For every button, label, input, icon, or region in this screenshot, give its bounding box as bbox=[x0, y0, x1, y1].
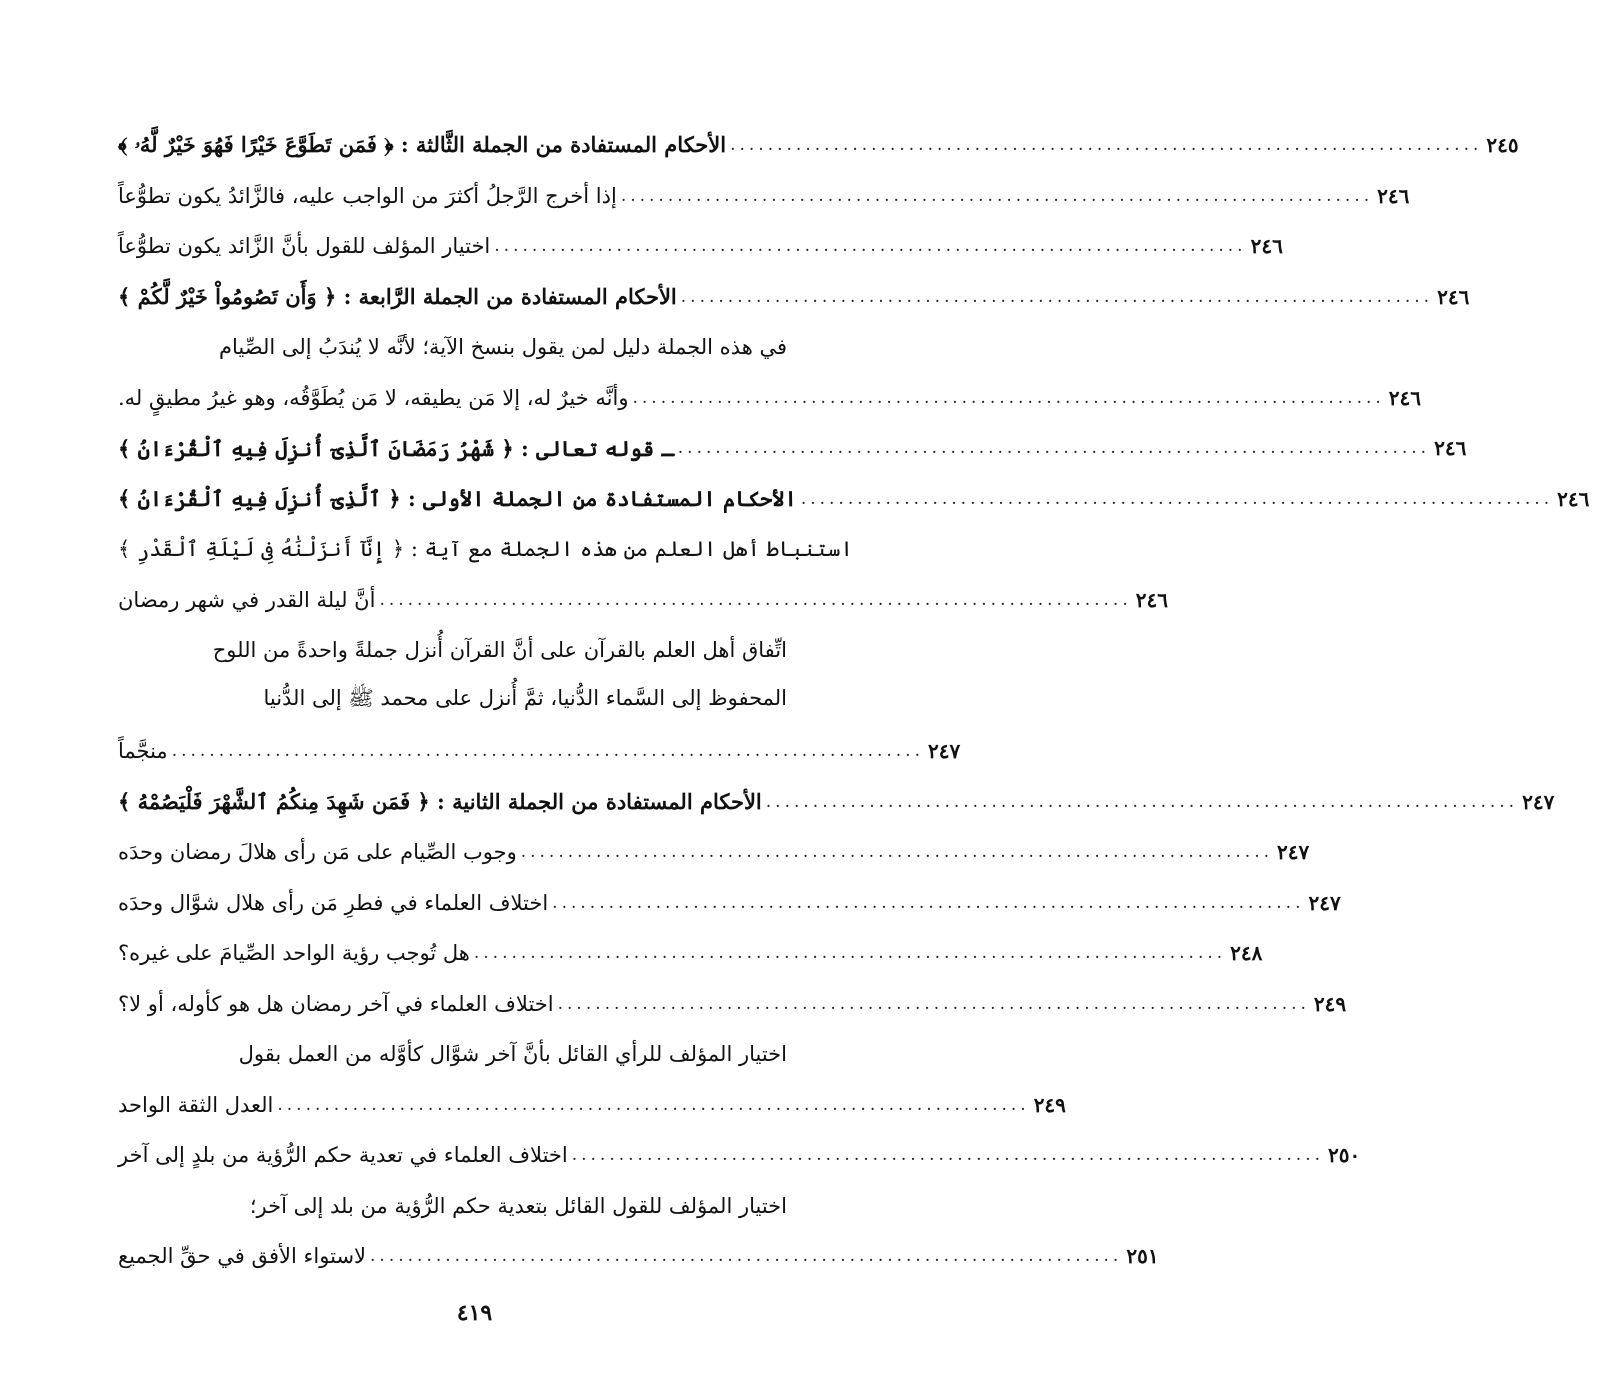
leader-dots: ................................................................................ bbox=[171, 741, 924, 762]
toc-entry-title: الأحكام المستفادة من الجملة الأولى : ﴿ ٱلَّذِىٓ أُنزِلَ فِيهِ ٱلْقُرْءَانُ ﴾ bbox=[118, 486, 797, 512]
toc-entry-line bbox=[110, 322, 845, 373]
leader-dots: ................................................................................ bbox=[557, 993, 1310, 1014]
leader-dots: ................................................................................ bbox=[632, 387, 1385, 408]
toc-entry bbox=[110, 979, 1347, 1030]
toc-entry-page: ٢٤٥ bbox=[1486, 133, 1519, 158]
toc-entry-page: ٢٤٧ bbox=[1522, 789, 1555, 814]
toc-entry bbox=[110, 878, 1341, 929]
leader-dots: ................................................................................ bbox=[277, 1094, 1030, 1115]
leader-dots: ................................................................................ bbox=[730, 135, 1483, 156]
toc-entry bbox=[110, 120, 1519, 171]
toc-entry-title: وأنَّه خيرٌ له، إلا مَن يطيقه، لا مَن يُطَوَّقُه، وهو غيرُ مطيقٍ له. bbox=[118, 385, 629, 410]
toc-entry-page: ٢٤٧ bbox=[1308, 890, 1341, 915]
toc-entry bbox=[110, 827, 1310, 878]
toc-entry bbox=[110, 474, 1590, 525]
toc-entry-title: الأحكام المستفادة من الجملة الرَّابعة : ﴿ وَأَن تَصُومُواْ خَيْرٌ لَّكُمْ ﴾ bbox=[118, 284, 677, 310]
leader-dots: ................................................................................ bbox=[552, 892, 1305, 913]
toc-entry-page: ٢٤٧ bbox=[928, 739, 961, 764]
leader-dots: ................................................................................ bbox=[765, 791, 1519, 812]
toc-entry bbox=[110, 726, 961, 777]
toc-entry-page: ٢٥١ bbox=[1126, 1244, 1159, 1269]
toc-entry bbox=[110, 423, 1467, 474]
toc-entry-title: منجَّماً bbox=[118, 739, 168, 764]
toc-entry bbox=[110, 171, 1410, 222]
toc-entry-page: ٢٤٨ bbox=[1230, 941, 1263, 966]
toc-entry-title: اختلاف العلماء في آخر رمضان هل هو كأوله، أو لا؟ bbox=[118, 991, 554, 1016]
page-number: ٤١٩ bbox=[456, 1300, 493, 1326]
leader-dots: ................................................................................ bbox=[620, 185, 1374, 206]
toc-entry bbox=[110, 272, 1470, 323]
toc-entry-line bbox=[110, 1029, 845, 1080]
toc-entry-page: ٢٤٦ bbox=[1250, 234, 1283, 259]
toc-entry-title: لاستواء الأفق في حقِّ الجميع bbox=[118, 1244, 367, 1269]
toc-entry-page: ٢٤٦ bbox=[1437, 284, 1470, 309]
toc-entry-title: اتِّفاق أهل العلم بالقرآن على أنَّ القرآن أُنزل جملةً واحدةً من اللوح bbox=[212, 638, 787, 663]
toc-entry-page: ٢٤٩ bbox=[1033, 1092, 1066, 1117]
toc-entry-line bbox=[110, 524, 853, 575]
toc-entry-title: إذا أخرج الرَّجلُ أكثرَ من الواجب عليه، فالزَّائدُ يكون تطوُّعاً bbox=[118, 183, 617, 208]
toc-entry-title: الأحكام المستفادة من الجملة الثَّالثة : ﴿ فَمَن تَطَوَّعَ خَيْرًا فَهُوَ خَيْرٌ لَّهُۥ ﴾ bbox=[118, 132, 727, 158]
leader-dots: ................................................................................ bbox=[680, 286, 1434, 307]
toc-entry-title: أنَّ ليلة القدر في شهر رمضان bbox=[118, 587, 376, 612]
toc-entry-page: ٢٤٦ bbox=[1377, 183, 1410, 208]
toc-entry-title: الأحكام المستفادة من الجملة الثانية : ﴿ فَمَن شَهِدَ مِنكُمُ ٱلشَّهْرَ فَلْيَصُمْهُ ﴾ bbox=[118, 789, 762, 815]
leader-dots: ................................................................................ bbox=[473, 943, 1227, 964]
toc-entry bbox=[110, 1130, 1361, 1181]
toc-entry-line bbox=[110, 676, 845, 727]
toc-entry bbox=[110, 373, 1422, 424]
toc-entry-title: هل تُوجب رؤية الواحد الصِّيامَ على غيره؟ bbox=[118, 941, 470, 966]
leader-dots: ................................................................................ bbox=[800, 488, 1554, 509]
toc-entry bbox=[110, 1080, 1066, 1131]
toc-entry-line bbox=[110, 625, 845, 676]
toc-entry-title: ـ قوله تعالى : ﴿ شَهْرُ رَمَضَانَ ٱلَّذِىٓ أُنزِلَ فِيهِ ٱلْقُرْءَانُ ﴾ bbox=[118, 435, 674, 461]
toc-entry-page: ٢٤٧ bbox=[1277, 840, 1310, 865]
toc-entry-page: ٢٤٦ bbox=[1135, 587, 1168, 612]
toc-entry bbox=[110, 777, 1555, 828]
toc-entry-page: ٢٤٦ bbox=[1434, 436, 1467, 461]
leader-dots: ................................................................................ bbox=[677, 438, 1431, 459]
toc-entry bbox=[110, 575, 1168, 626]
table-of-contents bbox=[110, 120, 1590, 1282]
leader-dots: ................................................................................ bbox=[520, 842, 1274, 863]
toc-entry-title: وجوب الصِّيام على مَن رأى هلالَ رمضان وحدَه bbox=[118, 840, 517, 865]
toc-entry-line bbox=[110, 1181, 845, 1232]
toc-entry-page: ٢٤٩ bbox=[1313, 991, 1347, 1016]
toc-entry-title: العدل الثقة الواحد bbox=[118, 1092, 274, 1117]
toc-entry-title: في هذه الجملة دليل لمن يقول بنسخ الآية؛ لأنَّه لا يُندَبُ إلى الصِّيام bbox=[219, 335, 787, 360]
toc-entry-page: ٢٤٦ bbox=[1388, 385, 1422, 410]
toc-entry-title: اختيار المؤلف للرأي القائل بأنَّ آخر شوَّال كأوَّله من العمل بقول bbox=[238, 1042, 787, 1067]
leader-dots: ................................................................................ bbox=[494, 236, 1247, 257]
leader-dots: ................................................................................ bbox=[379, 589, 1132, 610]
toc-entry-title: اختيار المؤلف للقول القائل بتعدية حكم الرُّؤية من بلد إلى آخر؛ bbox=[249, 1193, 787, 1218]
toc-entry bbox=[110, 1231, 1159, 1282]
toc-entry-page: ٢٥٠ bbox=[1328, 1143, 1361, 1168]
leader-dots: ................................................................................ bbox=[571, 1145, 1325, 1166]
toc-entry bbox=[110, 928, 1263, 979]
toc-entry-title: اختيار المؤلف للقول بأنَّ الزَّائد يكون تطوُّعاً bbox=[118, 234, 491, 259]
leader-dots: ................................................................................ bbox=[370, 1246, 1123, 1267]
toc-entry-page: ٢٤٦ bbox=[1557, 486, 1590, 511]
toc-entry-title: المحفوظ إلى السَّماء الدُّنيا، ثمَّ أُنزل على محمد ﷺ إلى الدُّنيا bbox=[263, 686, 787, 711]
toc-entry-title: اختلاف العلماء في فطرِ مَن رأى هلال شوَّال وحدَه bbox=[118, 890, 549, 915]
toc-entry-title: اختلاف العلماء في تعدية حكم الرُّؤية من بلدٍ إلى آخر bbox=[118, 1143, 568, 1168]
toc-entry bbox=[110, 221, 1283, 272]
toc-entry-title: استنباط أهل العلم من هذه الجملة مع آية : ﴿ إِنَّآ أَنزَلْنَٰهُ فِى لَيْلَةِ ٱلْقَدْرِ ﴾ bbox=[118, 537, 853, 562]
